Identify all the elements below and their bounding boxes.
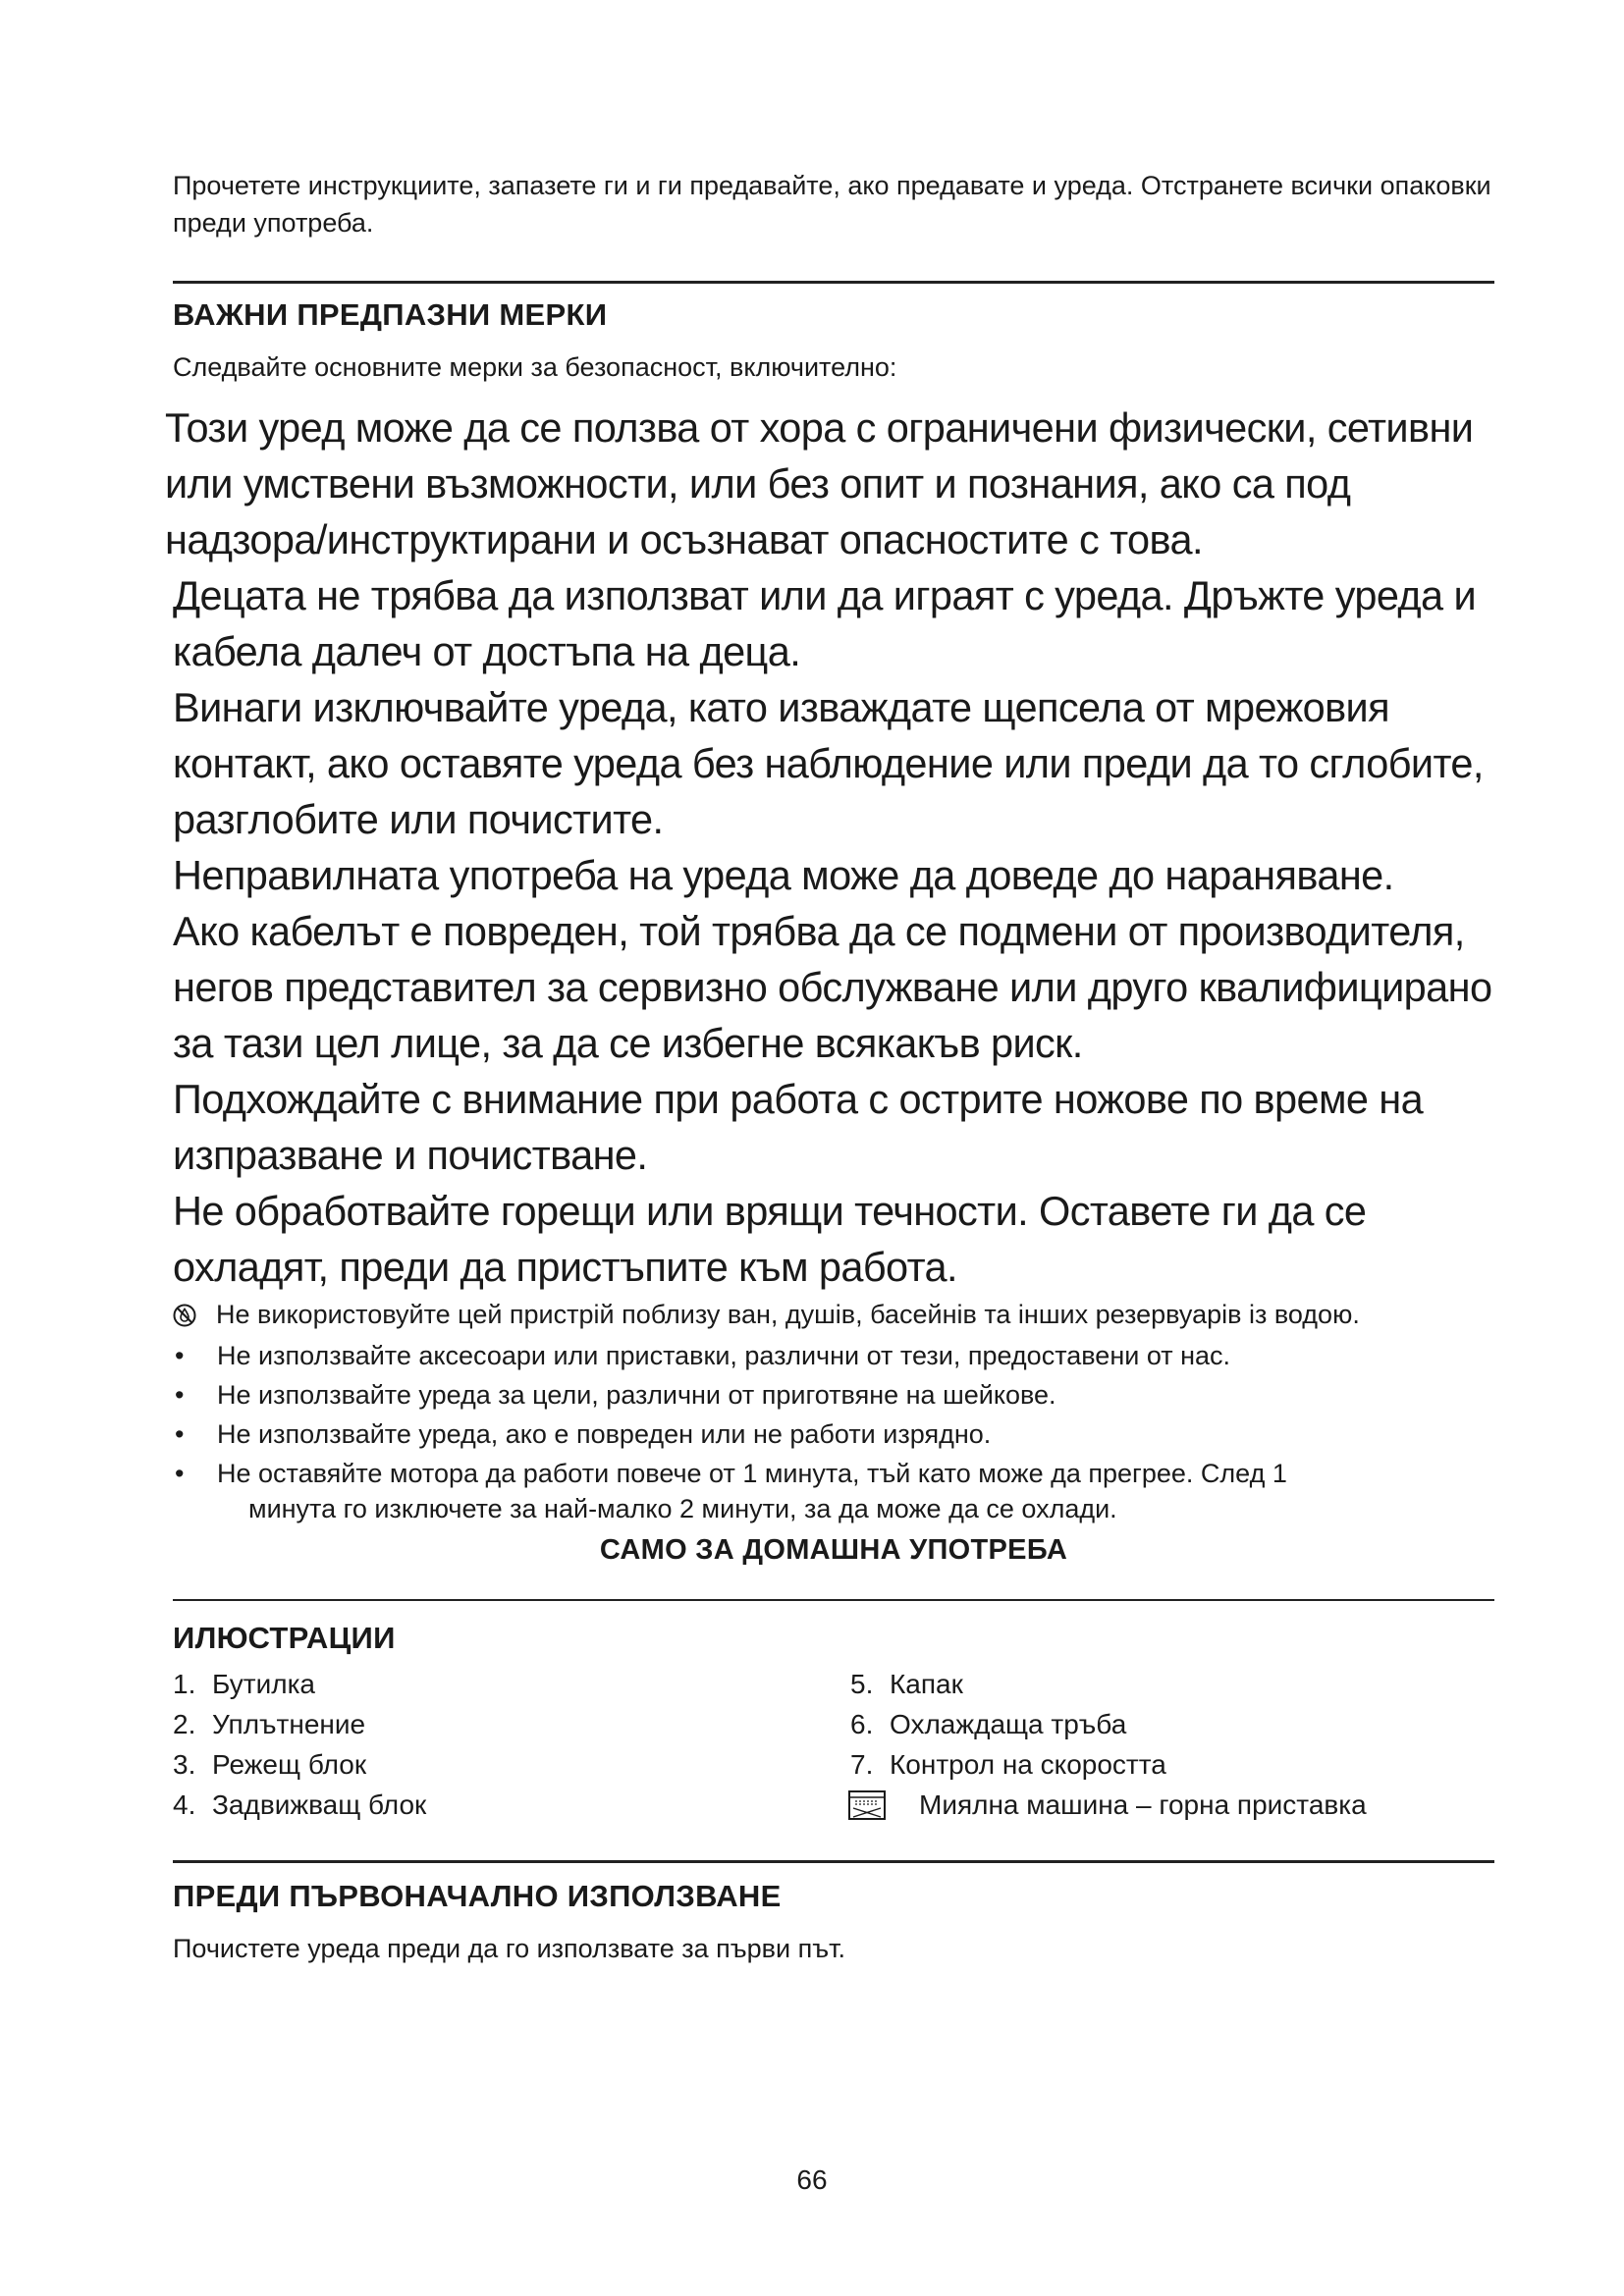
illustrations-right-column xyxy=(850,1664,1494,1825)
page-number: 66 xyxy=(796,2164,828,2195)
no-water-icon xyxy=(173,1304,196,1327)
illustrations-heading: ИЛЮСТРАЦИИ xyxy=(173,1621,396,1655)
safety-item: Децата не трябва да използват или да играят с уреда. Дръжте уреда и кабела далеч от достъпа на деца. xyxy=(173,572,1477,674)
section-divider xyxy=(173,1860,1494,1863)
safety-item: Този уред може да се ползва от хора с ограничени физически, сетивни или умствени възможности, или без опит и познания, ако са под надзора/инструктирани и осъзнават опасностите с това. xyxy=(165,404,1474,562)
safety-subtitle: Следвайте основните мерки за безопасност, включително: xyxy=(173,352,897,382)
safety-bullets xyxy=(173,1338,1494,1526)
safety-item: Винаги изключвайте уреда, като изваждате щепсела от мрежовия контакт, ако оставяте уреда без наблюдение или преди да то сглобите, разглобите или почистите. xyxy=(173,684,1484,842)
safety-heading: ВАЖНИ ПРЕДПАЗНИ МЕРКИ xyxy=(173,297,608,332)
list-item: 7. Контрол на скоростта xyxy=(850,1749,1166,1780)
before-first-use-heading: ПРЕДИ ПЪРВОНАЧАЛНО ИЗПОЛЗВАНЕ xyxy=(173,1879,782,1913)
list-item: 5. Капак xyxy=(850,1669,963,1699)
illustrations-left-column xyxy=(173,1664,850,1825)
bullet-item: • Не оставяйте мотора да работи повече от 1 минута, тъй като може да прегрее. След 1 минута го изключете за най-малко 2 минути, за да може да се охлади. xyxy=(175,1459,1287,1523)
list-item xyxy=(850,1785,1494,1825)
household-use-notice: САМО ЗА ДОМАШНА УПОТРЕБА xyxy=(599,1534,1068,1566)
list-item: 4. Задвижващ блок xyxy=(173,1789,427,1820)
list-item: 3. Режещ блок xyxy=(173,1749,367,1780)
before-first-use-text: Почистете уреда преди да го използвате за първи път. xyxy=(173,1934,845,1963)
water-warning-text: Не використовуйте цей пристрій поблизу ван, душів, басейнів та інших резервуарів із водою. xyxy=(216,1300,1360,1329)
safety-item: Ако кабелът е повреден, той трябва да се подмени от производителя, негов представител за сервизно обслужване или друго квалифицирано за тази цел лице, за да се избегне всякакъв риск. xyxy=(173,908,1492,1066)
illustrations-list xyxy=(173,1664,1494,1825)
section-divider xyxy=(173,281,1494,284)
safety-item: Подхождайте с внимание при работа с острите ножове по време на изпразване и почистване. xyxy=(173,1076,1424,1178)
bullet-item: • Не използвайте уреда, ако е повреден или не работи изрядно. xyxy=(175,1419,992,1449)
manual-page xyxy=(165,167,1494,1967)
intro-text: Прочетете инструкциите, запазете ги и ги предавайте, ако предавате и уреда. Отстранете всички опаковки преди употреба. xyxy=(173,171,1491,238)
section-divider xyxy=(173,1599,1494,1601)
bullet-item: • Не използвайте уреда за цели, различни от приготвяне на шейкове. xyxy=(175,1380,1056,1410)
safety-item: Неправилната употреба на уреда може да доведе до нараняване. xyxy=(173,852,1394,898)
list-item: 1. Бутилка xyxy=(173,1669,315,1699)
water-warning xyxy=(173,1297,1494,1332)
list-item: 2. Уплътнение xyxy=(173,1709,366,1739)
dishwasher-icon xyxy=(848,1790,886,1820)
dishwasher-label: Миялна машина – горна приставка xyxy=(919,1789,1367,1820)
safety-large-list xyxy=(165,400,1494,1295)
list-item: 6. Охлаждаща тръба xyxy=(850,1709,1127,1739)
bullet-item: • Не използвайте аксесоари или приставки, различни от тези, предоставени от нас. xyxy=(175,1341,1231,1370)
safety-item: Не обработвайте горещи или врящи течности. Оставете ги да се охладят, преди да пристъпите към работа. xyxy=(173,1188,1367,1290)
